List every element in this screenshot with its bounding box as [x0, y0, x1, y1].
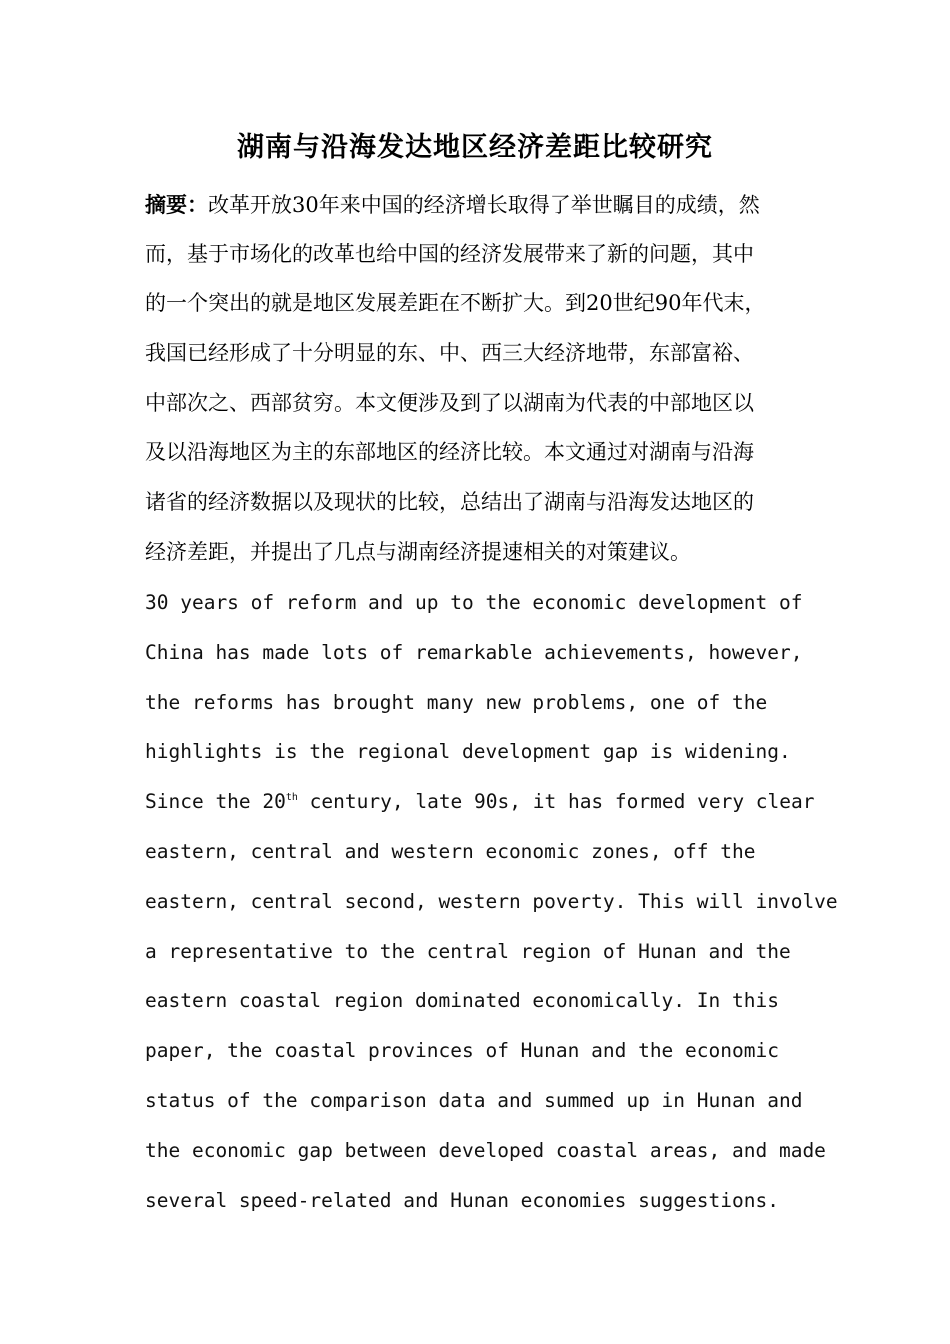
- abstract-en-line: [145, 777, 845, 827]
- abstract-line: 我国已经形成了十分明显的东、中、西三大经济地带，东部富裕、: [145, 341, 754, 366]
- abstract-en-line: eastern coastal region dominated economically. In this: [145, 989, 779, 1013]
- abstract-line: 而，基于市场化的改革也给中国的经济发展带来了新的问题，其中: [145, 241, 754, 266]
- abstract-en-line: 30 years of reform and up to the economic development of: [145, 591, 803, 614]
- abstract-en-line: the economic gap between developed coastal areas, and made: [145, 1138, 826, 1162]
- abstract-en-text: Since the 20: [145, 790, 286, 814]
- abstract-line: 诸省的经济数据以及现状的比较，总结出了湖南与沿海发达地区的: [145, 490, 754, 515]
- abstract-line: 的一个突出的就是地区发展差距在不断扩大。到20世纪90年代末，: [145, 291, 766, 316]
- abstract-line: [145, 180, 810, 230]
- abstract-text: 改革开放30年来中国的经济增长取得了举世瞩目的成绩，然: [208, 193, 760, 217]
- abstract-en-line: eastern, central second, western poverty. This will involve: [145, 889, 838, 913]
- abstract-en-line: the reforms has brought many new problems, one of the: [145, 690, 768, 714]
- abstract-en-line: several speed-related and Hunan economies suggestions.: [145, 1188, 779, 1212]
- abstract-en-line: paper, the coastal provinces of Hunan and the economic: [145, 1039, 779, 1063]
- abstract-en-line: a representative to the central region of Hunan and the: [145, 939, 791, 963]
- abstract-line: 经济差距，并提出了几点与湖南经济提速相关的对策建议。: [145, 539, 691, 564]
- abstract-english: [145, 578, 845, 1225]
- abstract-en-line: highlights is the regional development gap is widening.: [145, 740, 791, 764]
- abstract-en-text: century, late 90s, it has formed very clear: [297, 790, 815, 814]
- abstract-en-line: China has made lots of remarkable achievements, however,: [145, 640, 803, 664]
- abstract-en-line: status of the comparison data and summed up in Hunan and: [145, 1088, 803, 1112]
- abstract-chinese: [145, 180, 810, 578]
- document-title: 湖南与沿海发达地区经济差距比较研究: [237, 132, 713, 163]
- ordinal-superscript: th: [285, 792, 298, 804]
- abstract-label: 摘要：: [145, 192, 208, 217]
- abstract-line: 及以沿海地区为主的东部地区的经济比较。本文通过对湖南与沿海: [145, 440, 754, 465]
- abstract-line: 中部次之、西部贫穷。本文便涉及到了以湖南为代表的中部地区以: [145, 390, 754, 415]
- abstract-en-line: eastern, central and western economic zones, off the: [145, 839, 756, 863]
